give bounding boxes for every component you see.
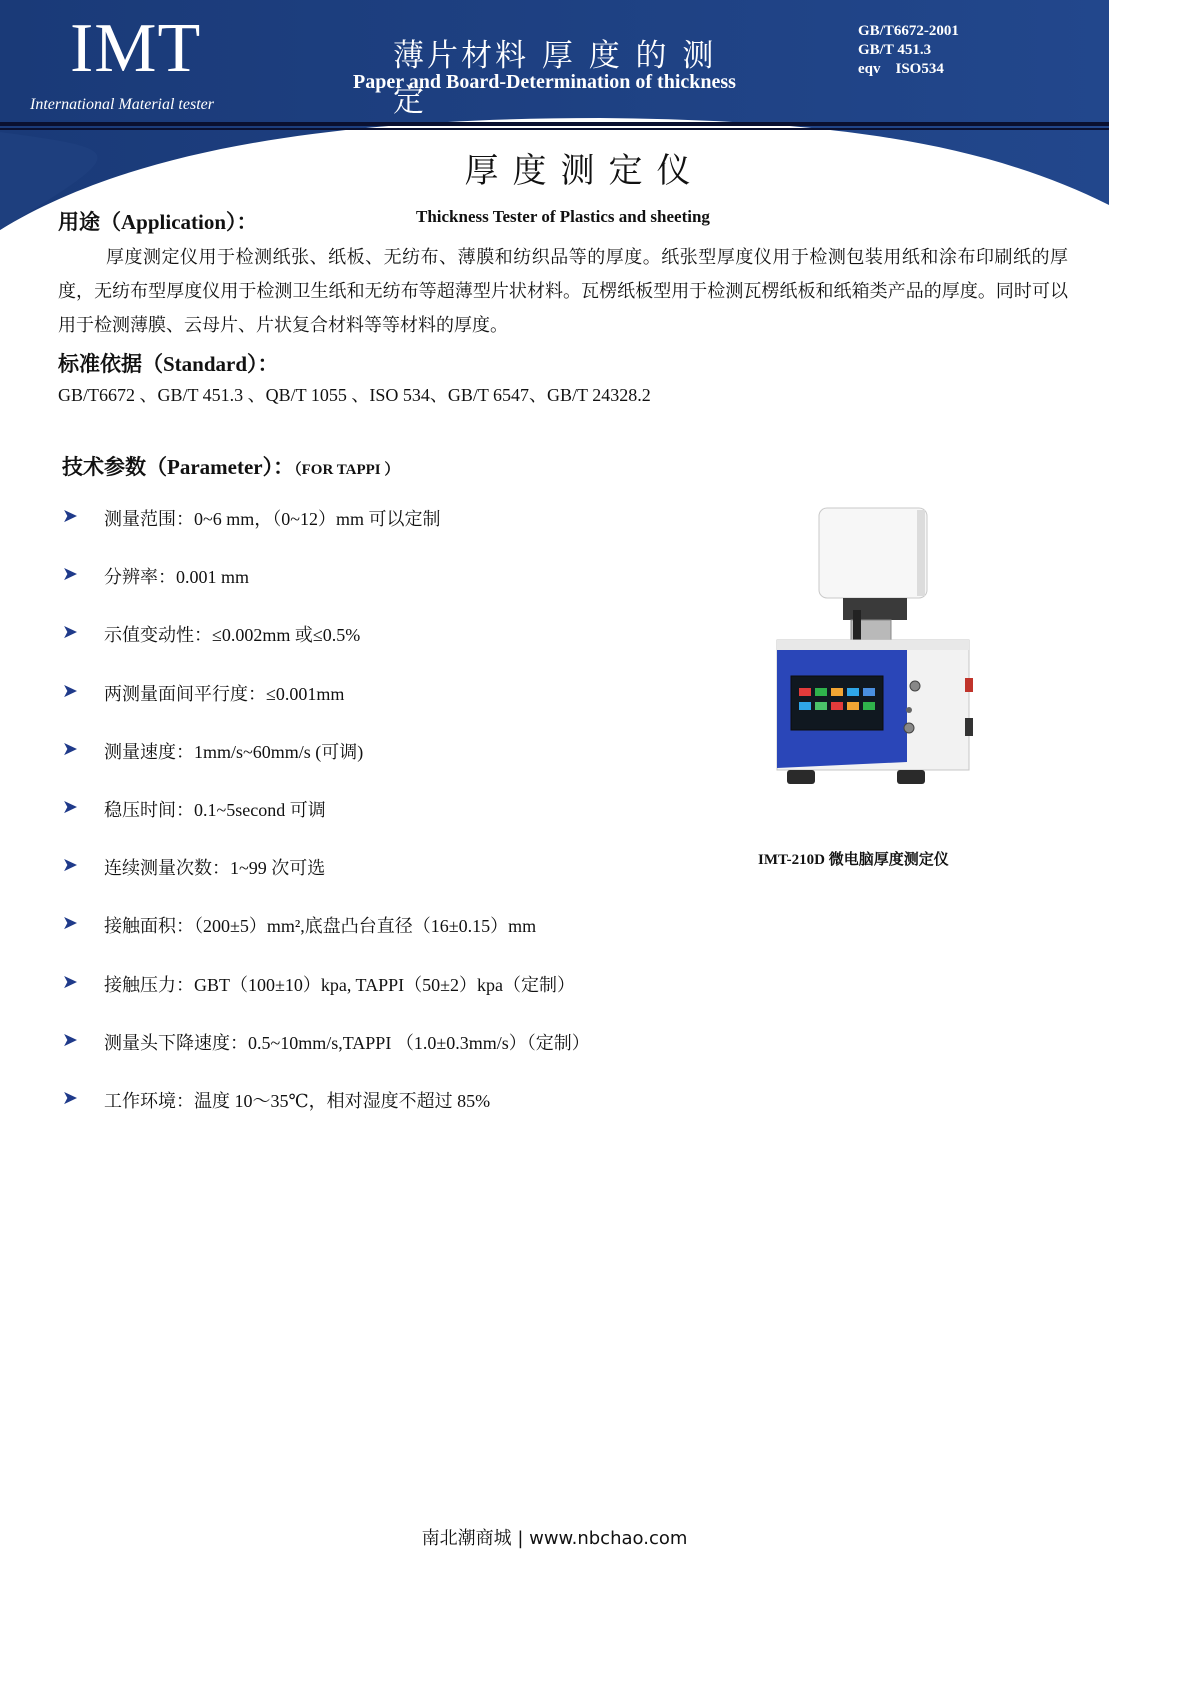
parameter-text: 接触压力：GBT（100±10）kpa, TAPPI（50±2）kpa（定制） [104,974,575,995]
list-item [62,680,702,738]
arrow-bullet-icon: ➤ [62,679,78,702]
parameter-text: 两测量面间平行度：≤0.001mm [104,683,345,704]
parameter-heading-label: 技术参数（Parameter）： [62,455,295,479]
application-subtitle: Thickness Tester of Plastics and sheeting [416,207,710,226]
imt-logo: IMT [70,10,202,87]
arrow-bullet-icon: ➤ [62,621,78,644]
parameter-text: 稳压时间：0.1~5second 可调 [104,799,326,820]
list-item [62,1087,702,1145]
arrow-bullet-icon: ➤ [62,505,78,527]
header-standard-codes [858,22,959,79]
device-caption: IMT-210D 微电脑厚度测定仪 [758,852,949,868]
standard-code: GB/T6672-2001 [858,23,959,39]
arrow-bullet-icon: ➤ [62,912,78,935]
parameter-text: 分辨率：0.001 mm [104,567,250,588]
application-heading: 用途（Application）： [58,210,258,234]
logo-subtitle: International Material tester [30,96,214,113]
arrow-bullet-icon: ➤ [62,1086,78,1109]
list-item [62,854,702,912]
page-title: 厚度测定仪 [464,151,705,191]
parameter-text: 示值变动性：≤0.002mm 或≤0.5% [104,625,361,646]
standard-list: GB/T6672 、GB/T 451.3 、QB/T 1055 、ISO 534、GB/T 6547、GB/T 24328.2 [58,385,651,405]
parameter-text: 测量范围：0~6 mm，（0~12）mm 可以定制 [104,509,441,529]
footer-text: 南北潮商城 | www.nbchao.com [421,1528,688,1549]
list-item [62,971,702,1029]
arrow-bullet-icon: ➤ [62,563,78,586]
list-item [62,505,702,563]
parameter-text: 测量速度：1mm/s~60mm/s (可调) [104,741,364,762]
arrow-bullet-icon: ➤ [62,970,78,993]
arrow-bullet-icon: ➤ [62,795,78,818]
parameter-text: 连续测量次数：1~99 次可选 [104,858,326,879]
list-item [62,621,702,679]
arrow-bullet-icon: ➤ [62,1028,78,1051]
parameter-text: 工作环境：温度 10～35℃，相对湿度不超过 85% [104,1090,491,1111]
parameter-text: 测量头下降速度：0.5~10mm/s,TAPPI （1.0±0.3mm/s）（定制） [104,1032,590,1053]
application-text: 厚度测定仪用于检测纸张、纸板、无纺布、薄膜和纺织品等的厚度。纸张型厚度仪用于检测包装用纸和涂布印刷纸的厚度，无纺布型厚度仪用于检测卫生纸和无纺布等超薄型片状材料。瓦楞纸板型用于检测瓦楞纸板和纸箱类产品的厚度。同时可以用于检测薄膜、云母片、片状复合材料等等材料的厚度。 [58,247,1068,335]
parameter-heading [62,451,399,481]
device-photo [747,500,979,800]
list-item [62,1029,702,1087]
list-item [62,563,702,621]
parameter-text: 接触面积：（200±5）mm²,底盘凸台直径（16±0.15）mm [104,916,537,937]
list-item [62,796,702,854]
header-title-cn: 薄片材料 厚 度 的 测 定 [393,38,717,119]
arrow-bullet-icon: ➤ [62,854,78,877]
standard-code: eqv ISO534 [858,61,944,77]
arrow-bullet-icon: ➤ [62,737,78,760]
list-item [62,738,702,796]
parameter-note: （FOR TAPPI ） [294,462,400,478]
standard-heading: 标准依据（Standard）： [58,352,279,376]
parameter-list [62,505,702,1145]
header-title-en: Paper and Board-Determination of thickness [353,71,736,93]
standard-code: GB/T 451.3 [858,42,932,58]
list-item [62,912,702,970]
